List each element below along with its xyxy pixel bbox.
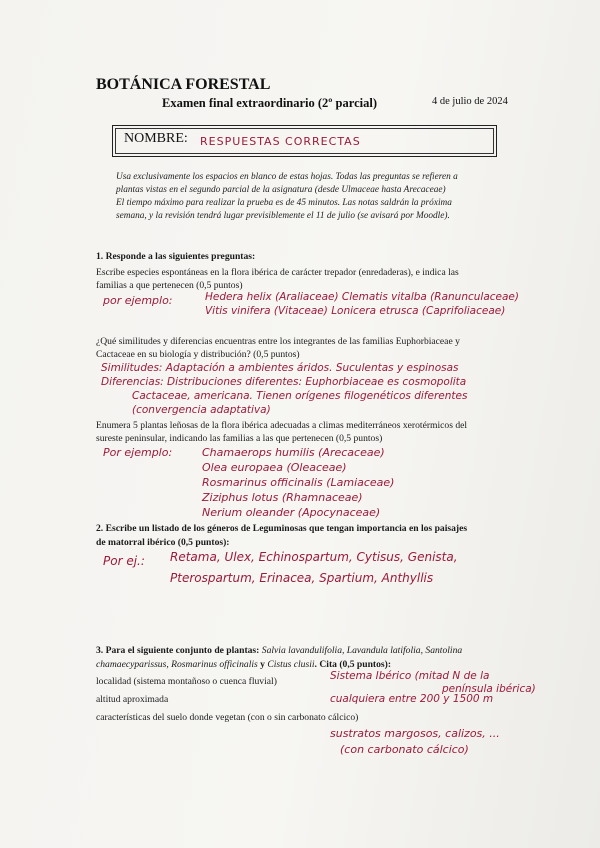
q3-heading-suffix: . Cita (0,5 puntos): (314, 659, 392, 670)
q1a-text: Escribe especies espontáneas en la flora ibérica de carácter trepador (enredaderas), e indica las (96, 267, 459, 278)
q3-heading (96, 659, 391, 670)
q3-heading-prefix: 3. Para el siguiente conjunto de plantas: (96, 645, 260, 656)
intro-line: plantas vistas en el segundo parcial de la asignatura (desde Ulmaceae hasta Arecaceae) (116, 185, 446, 195)
q2-answer-prefix: Por ej.: (103, 554, 145, 568)
q1c-answer: Chamaerops humilis (Arecaceae) (202, 446, 385, 459)
q3-species: chamaecyparissus, Rosmarinus officinalis (96, 659, 258, 670)
q1b-answer: (convergencia adaptativa) (132, 404, 271, 416)
q1a-answer-prefix: por ejemplo: (103, 294, 173, 307)
exam-subtitle: Examen final extraordinario (2º parcial) (162, 96, 377, 110)
intro-line: semana, y la revisión tendrá lugar previsiblemente el 11 de julio (se avisará por Moodle). (116, 211, 450, 221)
q2-heading: 2. Escribe un listado de los géneros de Leguminosas que tengan importancia en los paisajes (96, 523, 468, 534)
page-title: BOTÁNICA FORESTAL (96, 76, 271, 93)
q1a-text: familias a que pertenecen (0,5 puntos) (96, 280, 243, 291)
q2-answer: Retama, Ulex, Echinospartum, Cytisus, Genista, (170, 550, 458, 564)
q1c-text: sureste peninsular, indicando las familias a las que pertenecen (0,5 puntos) (96, 433, 383, 444)
q1c-answer: Nerium oleander (Apocynaceae) (202, 506, 381, 519)
q1b-answer: Cactaceae, americana. Tienen orígenes filogenéticos diferentes (132, 390, 468, 402)
q3-species: Salvia lavandulifolia, Lavandula latifolia, Santolina (261, 645, 463, 656)
q1c-answer-prefix: Por ejemplo: (103, 446, 173, 459)
q3-answer-soil: (con carbonato cálcico) (340, 743, 469, 756)
q3-field-locality: localidad (sistema montañoso o cuenca fluvial) (96, 676, 277, 687)
q1c-text: Enumera 5 plantas leñosas de la flora ibérica adecuadas a climas mediterráneos xerotérmicos del (96, 420, 468, 431)
q2-heading: de matorral ibérico (0,5 puntos): (96, 537, 230, 548)
q1b-answer: Similitudes: Adaptación a ambientes áridos. Suculentas y espinosas (101, 362, 459, 374)
q3-species: Cistus clusii (267, 659, 315, 670)
q1c-answer: Ziziphus lotus (Rhamnaceae) (202, 491, 363, 504)
q3-heading-mid: y (257, 659, 268, 670)
q1-heading: 1. Responde a las siguientes preguntas: (96, 251, 256, 262)
q3-heading (96, 645, 462, 656)
q1a-answer: Vitis vinifera (Vitaceae) Lonicera etrusca (Caprifoliaceae) (205, 305, 506, 317)
q3-field-altitude: altitud aproximada (96, 694, 169, 705)
q1b-text: Cactaceae en su biología y distribución? (0,5 puntos) (96, 349, 300, 360)
intro-line: El tiempo máximo para realizar la prueba es de 45 minutos. Las notas saldrán la próxima (116, 198, 452, 208)
q3-answer-locality: Sistema Ibérico (mitad N de la (330, 670, 490, 682)
q3-answer-soil: sustratos margosos, calizos, ... (330, 727, 500, 740)
q1b-text: ¿Qué similitudes y diferencias encuentras entre los integrantes de las familias Euphorbiaceae y (96, 336, 460, 347)
exam-date: 4 de julio de 2024 (432, 96, 508, 107)
q2-answer: Pterospartum, Erinacea, Spartium, Anthyllis (170, 571, 434, 585)
q1c-answer: Olea europaea (Oleaceae) (202, 461, 347, 474)
q1c-answer: Rosmarinus officinalis (Lamiaceae) (202, 476, 395, 489)
name-handwritten: RESPUESTAS CORRECTAS (200, 135, 361, 148)
q1a-answer: Hedera helix (Araliaceae) Clematis vitalba (Ranunculaceae) (205, 291, 519, 303)
intro-line: Usa exclusivamente los espacios en blanco de estas hojas. Todas las preguntas se refieren a (116, 172, 458, 182)
q3-answer-locality: península ibérica) (442, 683, 536, 695)
q1b-answer: Diferencias: Distribuciones diferentes: Euphorbiaceae es cosmopolita (101, 376, 467, 388)
q3-field-soil: características del suelo donde vegetan (con o sin carbonato cálcico) (96, 712, 359, 723)
q3-answer-altitude: cualquiera entre 200 y 1500 m (330, 693, 494, 705)
name-label: NOMBRE: (124, 131, 188, 146)
